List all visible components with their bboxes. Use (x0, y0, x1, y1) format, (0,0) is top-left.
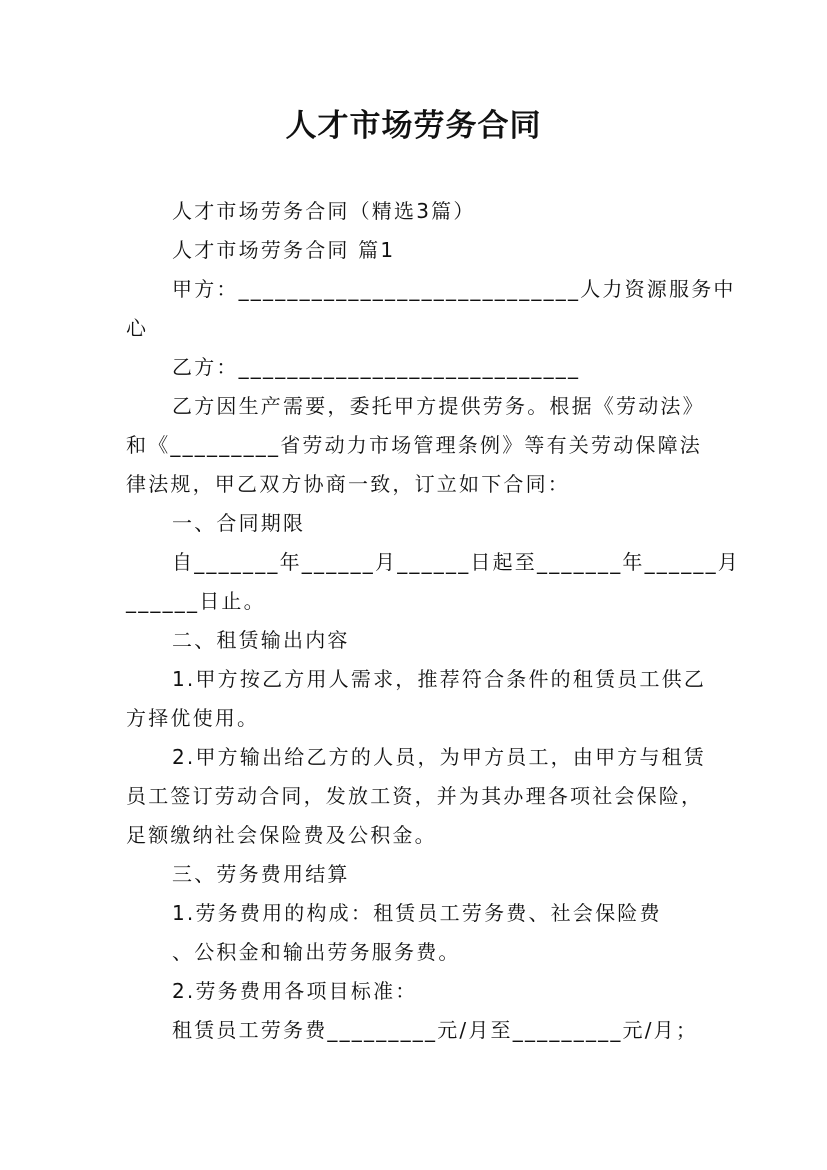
paragraph-line: 1.劳务费用的构成：租赁员工劳务费、社会保险费 (172, 901, 662, 925)
paragraph-line: 律法规，甲乙双方协商一致，订立如下合同： (126, 472, 570, 496)
paragraph-line: ______日止。 (126, 589, 266, 613)
paragraph-line: 人才市场劳务合同（精选3篇） (172, 199, 476, 223)
paragraph-line: 和《_________省劳动力市场管理条例》等有关劳动保障法 (126, 433, 702, 457)
paragraph-line: 2.甲方输出给乙方的人员，为甲方员工，由甲方与租赁 (172, 745, 707, 769)
section-heading: 三、劳务费用结算 (172, 862, 350, 886)
paragraph-line: 人才市场劳务合同 篇1 (172, 238, 396, 262)
paragraph-line: 乙方：____________________________ (172, 355, 581, 379)
paragraph-line: 心 (126, 316, 149, 340)
paragraph-line: 员工签订劳动合同，发放工资，并为其办理各项社会保险， (126, 784, 704, 808)
section-heading: 一、合同期限 (172, 511, 306, 535)
paragraph-line: 自_______年______月______日起至_______年______月 (172, 550, 740, 574)
paragraph-line: 2.劳务费用各项目标准： (172, 979, 418, 1003)
paragraph-line: 足额缴纳社会保险费及公积金。 (126, 823, 437, 847)
paragraph-line: 租赁员工劳务费_________元/月至_________元/月； (172, 1018, 699, 1042)
paragraph-line: 甲方：____________________________人力资源服务中 (172, 277, 736, 301)
document-title: 人才市场劳务合同 (285, 108, 542, 144)
paragraph-line: 1.甲方按乙方用人需求，推荐符合条件的租赁员工供乙 (172, 667, 707, 691)
paragraph-line: 乙方因生产需要，委托甲方提供劳务。根据《劳动法》 (172, 394, 705, 418)
paragraph-line: 、公积金和输出劳务服务费。 (172, 940, 461, 964)
paragraph-line: 方择优使用。 (126, 706, 260, 730)
section-heading: 二、租赁输出内容 (172, 628, 350, 652)
